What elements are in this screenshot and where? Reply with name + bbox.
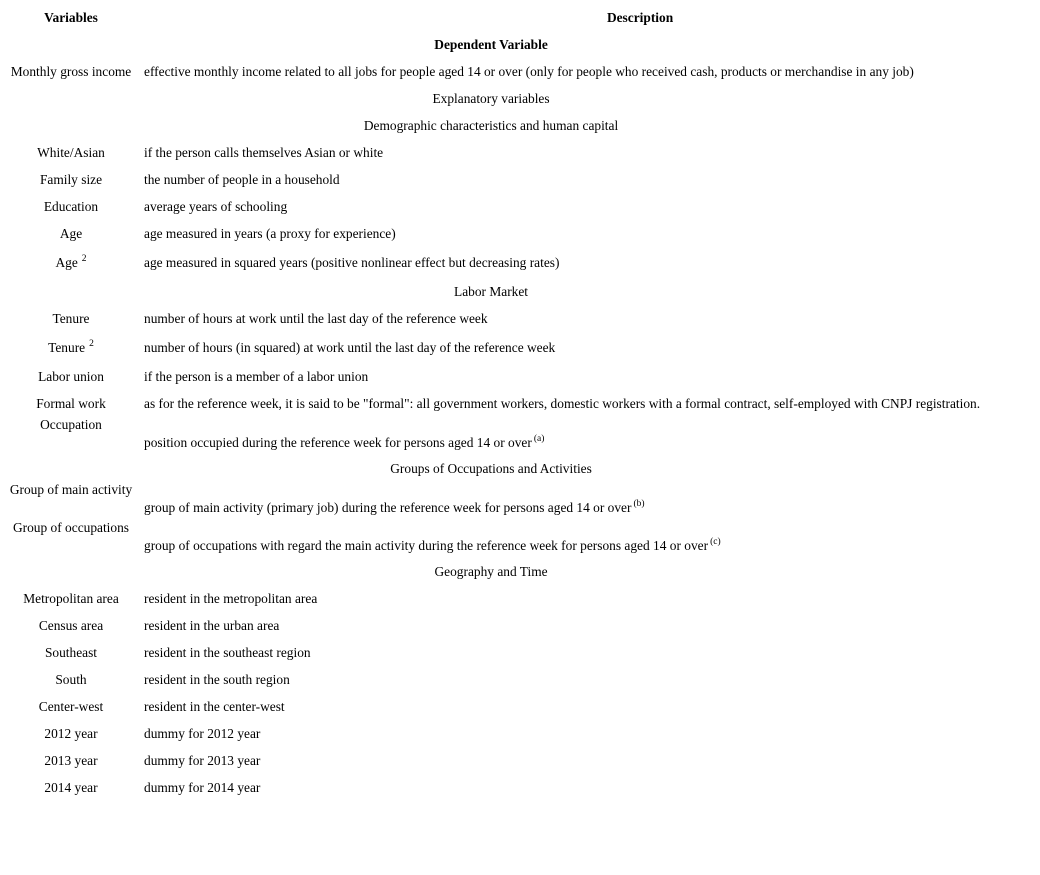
table-row (2, 482, 980, 520)
variable-cell (2, 247, 140, 278)
table-row (2, 639, 980, 666)
section-geography-time: Geography and Time (434, 563, 548, 579)
variable-cell: Center-west (38, 698, 104, 714)
section-groups: Groups of Occupations and Activities (390, 460, 592, 476)
variable-cell: Occupation (40, 417, 102, 432)
section-demographic: Demographic characteristics and human capital (363, 117, 619, 133)
description-cell: resident in the southeast region (144, 644, 311, 660)
section-row (2, 455, 980, 482)
section-labor-market: Labor Market (454, 283, 529, 299)
variable-cell: Group of occupations (12, 520, 130, 535)
variable-cell: Census area (38, 617, 104, 633)
description-text: group of main activity (primary job) during the reference week for persons aged 14 or over (144, 500, 632, 515)
section-row (2, 112, 980, 139)
table-row (2, 774, 980, 801)
variable-cell: White/Asian (37, 144, 105, 160)
table-row (2, 693, 980, 720)
description-cell: as for the reference week, it is said to be "formal": all government workers, domestic workers with a formal contract, self-employed with CNPJ registration. (144, 395, 981, 411)
table-row (2, 417, 980, 455)
description-cell: if the person is a member of a labor union (144, 368, 369, 384)
variable-name: Tenure (48, 339, 86, 355)
table-row (2, 720, 980, 747)
variable-cell: Metropolitan area (23, 590, 119, 606)
variable-cell: Group of main activity (9, 482, 133, 497)
footnote-marker: (b) (633, 499, 645, 509)
description-cell: resident in the south region (144, 671, 290, 687)
variables-table (2, 4, 980, 801)
variable-cell: Monthly gross income (10, 63, 132, 79)
table-row (2, 247, 980, 278)
section-dependent-variable: Dependent Variable (434, 36, 548, 52)
variable-cell: Education (43, 198, 99, 214)
section-row (2, 85, 980, 112)
description-cell: dummy for 2013 year (144, 752, 261, 768)
description-cell: if the person calls themselves Asian or white (144, 144, 384, 160)
footnote-marker: (a) (533, 434, 545, 444)
table-row (2, 166, 980, 193)
description-cell: age measured in squared years (positive nonlinear effect but decreasing rates) (144, 254, 560, 270)
variable-cell: Labor union (38, 368, 104, 384)
table-row (2, 585, 980, 612)
table-row (2, 58, 980, 85)
description-cell: effective monthly income related to all jobs for people aged 14 or over (only for people who received cash, products or merchandise in any job) (144, 63, 914, 79)
table-row (2, 520, 980, 558)
description-cell (140, 520, 980, 558)
description-cell (140, 482, 980, 520)
table-row (2, 747, 980, 774)
variable-cell: 2014 year (44, 779, 98, 795)
variables-column-header: Variables (44, 9, 98, 25)
description-cell: dummy for 2012 year (144, 725, 261, 741)
description-cell: resident in the urban area (144, 617, 280, 633)
variable-cell: 2012 year (44, 725, 98, 741)
description-text: position occupied during the reference week for persons aged 14 or over (144, 435, 532, 450)
description-cell: average years of schooling (144, 198, 288, 214)
variable-cell: Formal work (36, 395, 106, 411)
section-row (2, 558, 980, 585)
footnote-marker: (c) (710, 537, 721, 547)
table-row (2, 332, 980, 363)
variable-cell: Family size (39, 171, 103, 187)
variable-cell: Tenure (52, 310, 90, 326)
description-cell: the number of people in a household (144, 171, 340, 187)
section-row (2, 31, 980, 58)
section-row (2, 278, 980, 305)
table-row (2, 220, 980, 247)
description-text: group of occupations with regard the main activity during the reference week for persons aged 14 or over (144, 538, 709, 553)
description-cell: number of hours (in squared) at work until the last day of the reference week (144, 339, 556, 355)
description-cell: number of hours at work until the last day of the reference week (144, 310, 488, 326)
description-column-header: Description (606, 9, 674, 25)
variable-cell: 2013 year (44, 752, 98, 768)
table-row (2, 305, 980, 332)
superscript-exponent: 2 (81, 253, 87, 264)
table-header-row (2, 4, 980, 31)
variable-cell (2, 332, 140, 363)
description-cell: age measured in years (a proxy for experience) (144, 225, 396, 241)
superscript-exponent: 2 (89, 338, 94, 349)
table-row (2, 390, 980, 417)
table-row (2, 666, 980, 693)
table-row (2, 139, 980, 166)
description-cell (140, 417, 980, 455)
variable-cell: South (55, 671, 87, 687)
variable-cell: Southeast (44, 644, 98, 660)
section-explanatory-variables: Explanatory variables (432, 90, 550, 106)
variable-name: Age (55, 254, 78, 270)
table-row (2, 612, 980, 639)
table-row (2, 363, 980, 390)
description-cell: dummy for 2014 year (144, 779, 261, 795)
description-cell: resident in the center-west (144, 698, 285, 714)
description-cell: resident in the metropolitan area (144, 590, 318, 606)
variable-cell: Age (59, 225, 83, 241)
table-row (2, 193, 980, 220)
